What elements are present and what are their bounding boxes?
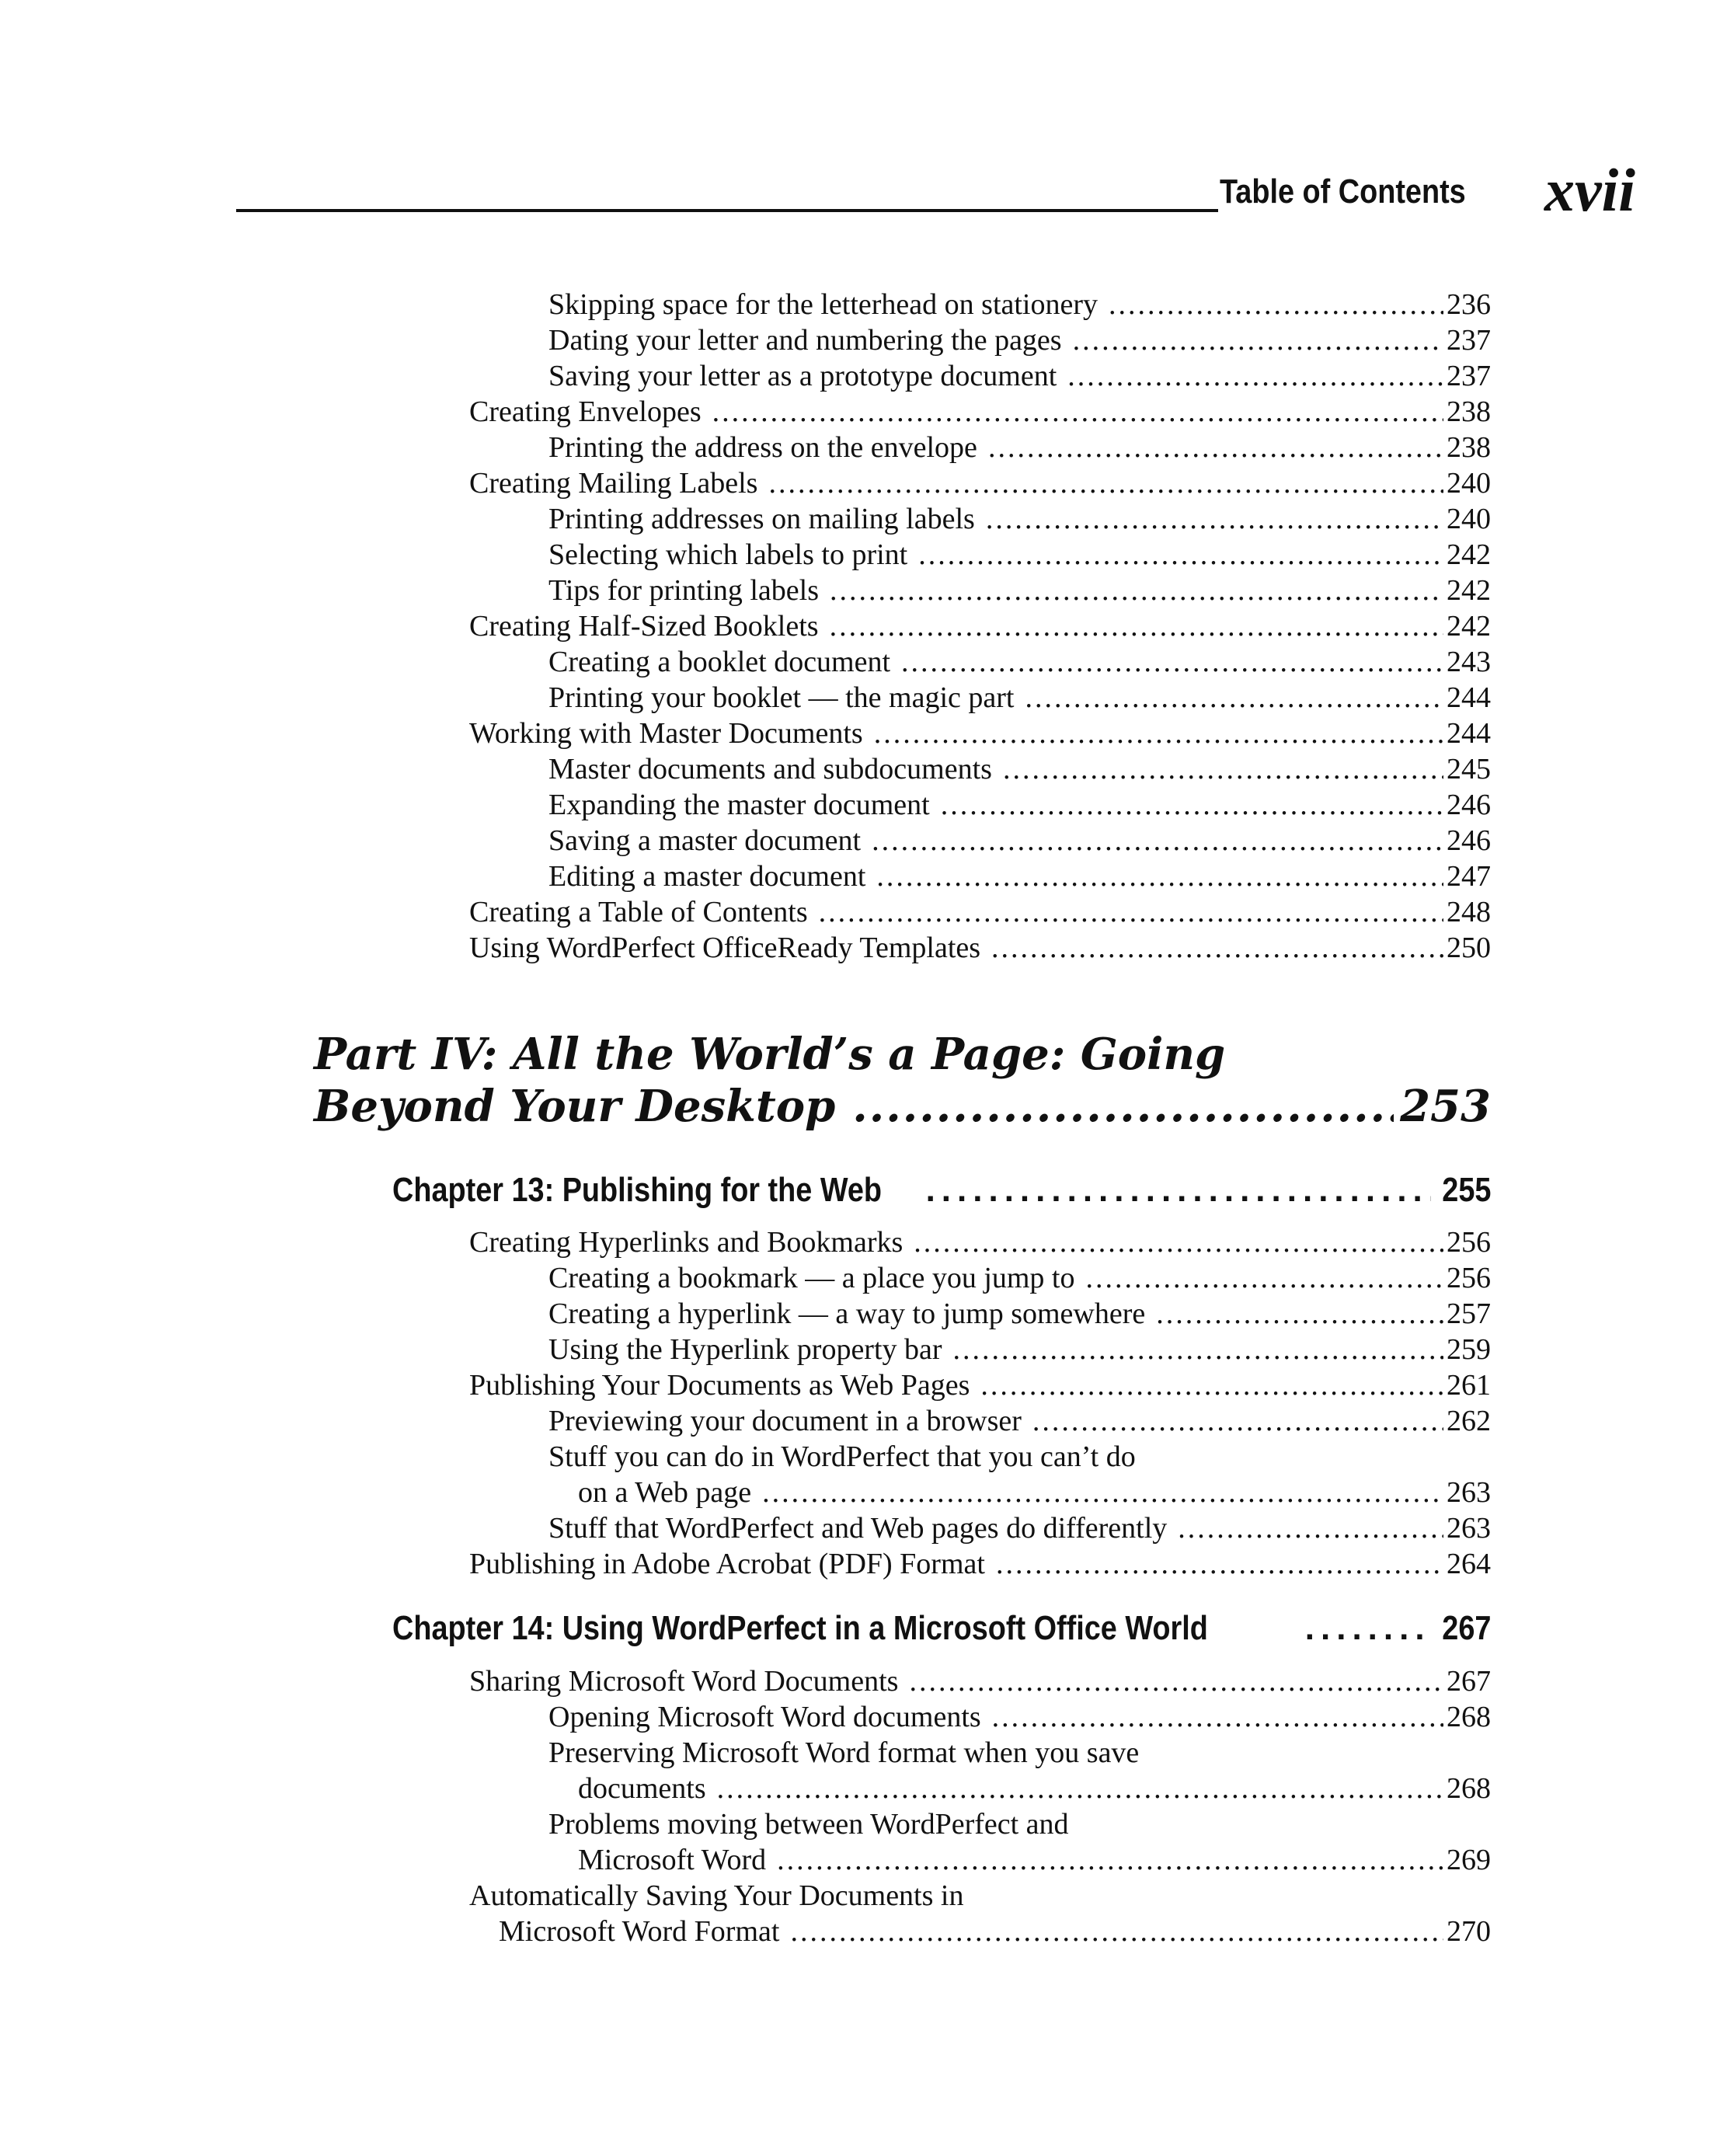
chapter-13-heading bbox=[392, 1167, 1491, 1214]
chapter-title: Chapter 13: Publishing for the Web bbox=[392, 1171, 883, 1209]
toc-entry: Working with Master Documents ..... 244 bbox=[469, 716, 1491, 751]
running-header-title: Table of Contents bbox=[1220, 172, 1466, 211]
toc-entry: Editing a master document ..... 247 bbox=[548, 859, 1491, 894]
toc-entry: Tips for printing labels ..... 242 bbox=[548, 573, 1491, 608]
toc-entry: Saving your letter as a prototype document ..... 237 bbox=[548, 358, 1491, 394]
toc-entry-wrapped-line: Problems moving between WordPerfect and bbox=[548, 1808, 1069, 1841]
toc-entry: Publishing Your Documents as Web Pages ..... 261 bbox=[469, 1367, 1491, 1403]
part-heading-line1: Part IV: All the World’s a Page: Going bbox=[314, 1029, 1226, 1080]
toc-entry: Skipping space for the letterhead on stationery ..... 236 bbox=[548, 287, 1491, 322]
dot-leader bbox=[1305, 1605, 1431, 1652]
toc-entry: Printing your booklet — the magic part ..... 244 bbox=[548, 680, 1491, 716]
toc-entry: Printing the address on the envelope ..... 238 bbox=[548, 430, 1491, 465]
toc-entry: Creating Mailing Labels ..... 240 bbox=[469, 465, 1491, 501]
toc-entry: Microsoft Word ..... 269 bbox=[578, 1842, 1491, 1878]
toc-entry: Creating Hyperlinks and Bookmarks ..... 256 bbox=[469, 1224, 1491, 1260]
toc-entry-wrapped-line: Automatically Saving Your Documents in bbox=[469, 1879, 964, 1912]
toc-entry: Saving a master document ..... 246 bbox=[548, 823, 1491, 859]
toc-entry: Creating a bookmark — a place you jump to ..... 256 bbox=[548, 1260, 1491, 1296]
toc-entry: Selecting which labels to print ..... 242 bbox=[548, 537, 1491, 573]
chapter-14-heading bbox=[392, 1605, 1491, 1652]
toc-entry: Using WordPerfect OfficeReady Templates ..... 250 bbox=[469, 930, 1491, 966]
dot-leader bbox=[926, 1167, 1431, 1214]
toc-entry: Expanding the master document ..... 246 bbox=[548, 787, 1491, 823]
toc-entry: Sharing Microsoft Word Documents ..... 267 bbox=[469, 1663, 1491, 1699]
toc-entry: on a Web page ..... 263 bbox=[578, 1475, 1491, 1510]
chapter-page: 255 bbox=[1441, 1171, 1491, 1209]
toc-entry: Using the Hyperlink property bar ..... 259 bbox=[548, 1332, 1491, 1367]
header-rule bbox=[236, 209, 1218, 212]
part-heading-title: Beyond Your Desktop bbox=[314, 1081, 836, 1132]
toc-entry: Creating Half-Sized Booklets ..... 242 bbox=[469, 608, 1491, 644]
toc-entry: Previewing your document in a browser ..... 262 bbox=[548, 1403, 1491, 1439]
toc-entry-wrapped-line: Preserving Microsoft Word format when you save bbox=[548, 1736, 1140, 1769]
dot-leader bbox=[852, 1077, 1394, 1136]
toc-entry: documents ..... 268 bbox=[578, 1771, 1491, 1806]
toc-entry: Printing addresses on mailing labels ..... 240 bbox=[548, 501, 1491, 537]
toc-entry: Microsoft Word Format ..... 270 bbox=[499, 1914, 1491, 1949]
chapter-page: 267 bbox=[1441, 1609, 1491, 1647]
page-number: xvii bbox=[1544, 156, 1635, 224]
toc-entry: Publishing in Adobe Acrobat (PDF) Format ..... 264 bbox=[469, 1546, 1491, 1582]
toc-entry: Stuff that WordPerfect and Web pages do differently ..... 263 bbox=[548, 1510, 1491, 1546]
toc-entry: Creating a booklet document ..... 243 bbox=[548, 644, 1491, 680]
toc-entry: Creating a hyperlink — a way to jump somewhere ..... 257 bbox=[548, 1296, 1491, 1332]
toc-entry: Dating your letter and numbering the pages ..... 237 bbox=[548, 322, 1491, 358]
toc-entry: Creating a Table of Contents ..... 248 bbox=[469, 894, 1491, 930]
toc-entry: Opening Microsoft Word documents ..... 268 bbox=[548, 1699, 1491, 1735]
part-heading-page: 253 bbox=[1400, 1081, 1491, 1132]
toc-entry-wrapped-line: Stuff you can do in WordPerfect that you can’t do bbox=[548, 1440, 1136, 1473]
toc-entry: Master documents and subdocuments ..... 245 bbox=[548, 751, 1491, 787]
part-heading-line2 bbox=[314, 1077, 1491, 1136]
chapter-title: Chapter 14: Using WordPerfect in a Microsoft Office World bbox=[392, 1609, 1208, 1647]
toc-entry: Creating Envelopes ..... 238 bbox=[469, 394, 1491, 430]
